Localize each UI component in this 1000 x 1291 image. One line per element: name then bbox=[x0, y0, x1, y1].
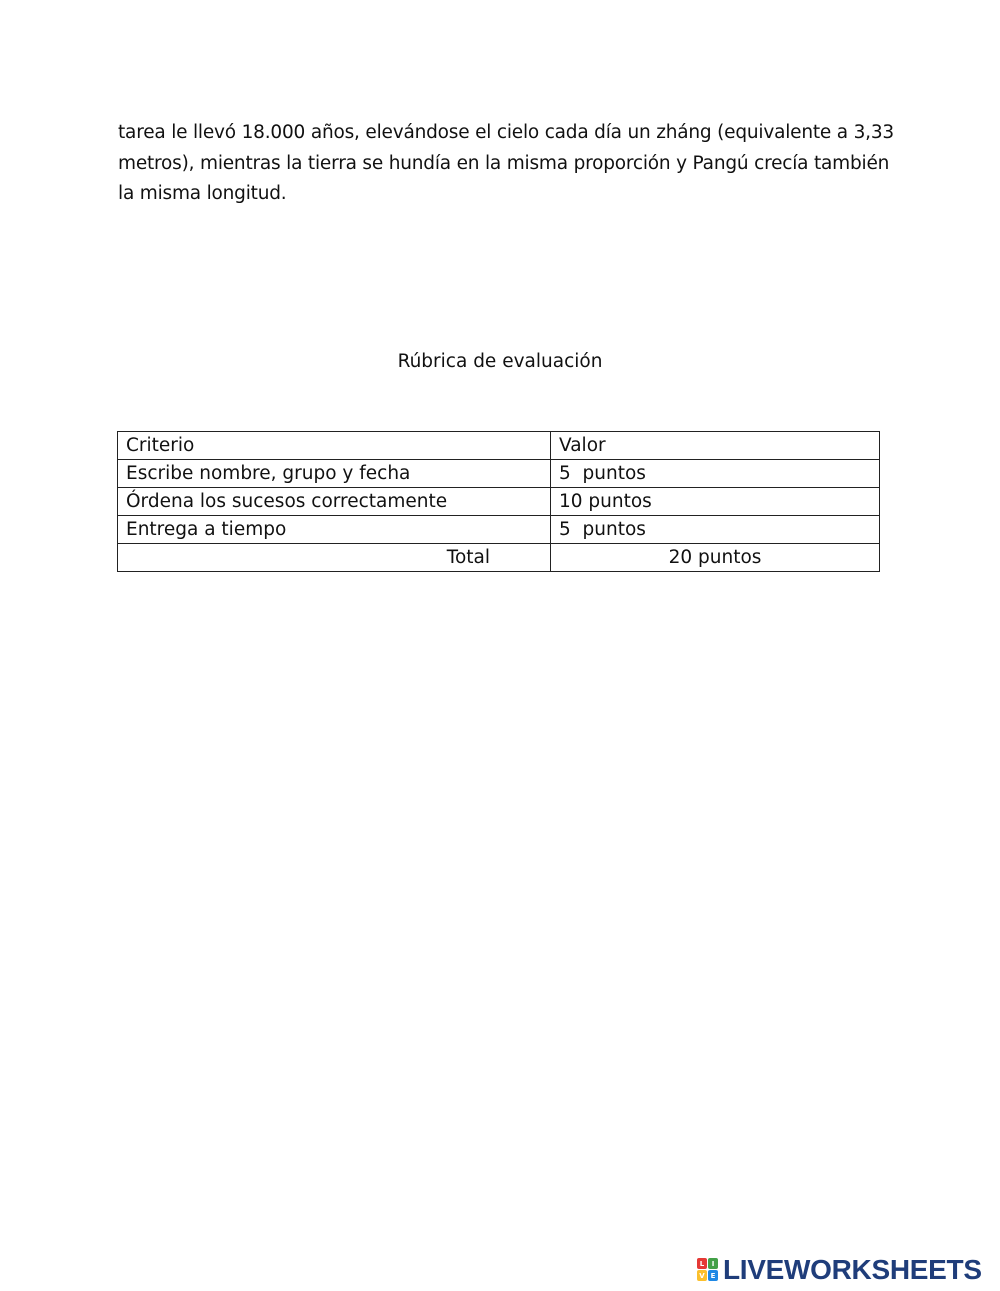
liveworksheets-icon bbox=[697, 1258, 718, 1282]
criterion-cell: Órdena los sucesos correctamente bbox=[118, 488, 551, 516]
logo-tile-l: L bbox=[697, 1258, 707, 1269]
liveworksheets-wordmark: LIVEWORKSHEETS bbox=[723, 1254, 982, 1285]
header-criterion: Criterio bbox=[118, 432, 551, 460]
logo-tile-i: I bbox=[708, 1258, 718, 1269]
value-cell: 5 puntos bbox=[551, 460, 880, 488]
header-value: Valor bbox=[551, 432, 880, 460]
paragraph-line: la misma longitud. bbox=[118, 183, 287, 204]
table-row bbox=[118, 488, 880, 516]
liveworksheets-logo bbox=[697, 1256, 982, 1284]
rubric-table bbox=[117, 431, 880, 572]
table-row bbox=[118, 516, 880, 544]
total-value: 20 puntos bbox=[551, 544, 880, 572]
rubric-title: Rúbrica de evaluación bbox=[397, 351, 603, 372]
logo-tile-v: V bbox=[697, 1270, 707, 1281]
total-label: Total bbox=[118, 544, 551, 572]
table-row bbox=[118, 460, 880, 488]
logo-tile-e: E bbox=[708, 1270, 718, 1281]
criterion-cell: Entrega a tiempo bbox=[118, 516, 551, 544]
paragraph-line: metros), mientras la tierra se hundía en la misma proporción y Pangú crecía también bbox=[118, 152, 890, 174]
story-paragraph bbox=[118, 118, 894, 210]
criterion-cell: Escribe nombre, grupo y fecha bbox=[118, 460, 551, 488]
table-header-row bbox=[118, 432, 880, 460]
value-cell: 10 puntos bbox=[551, 488, 880, 516]
table-total-row bbox=[118, 544, 880, 572]
paragraph-line: tarea le llevó 18.000 años, elevándose el cielo cada día un zháng (equivalente a 3,33 bbox=[118, 122, 894, 143]
value-cell: 5 puntos bbox=[551, 516, 880, 544]
